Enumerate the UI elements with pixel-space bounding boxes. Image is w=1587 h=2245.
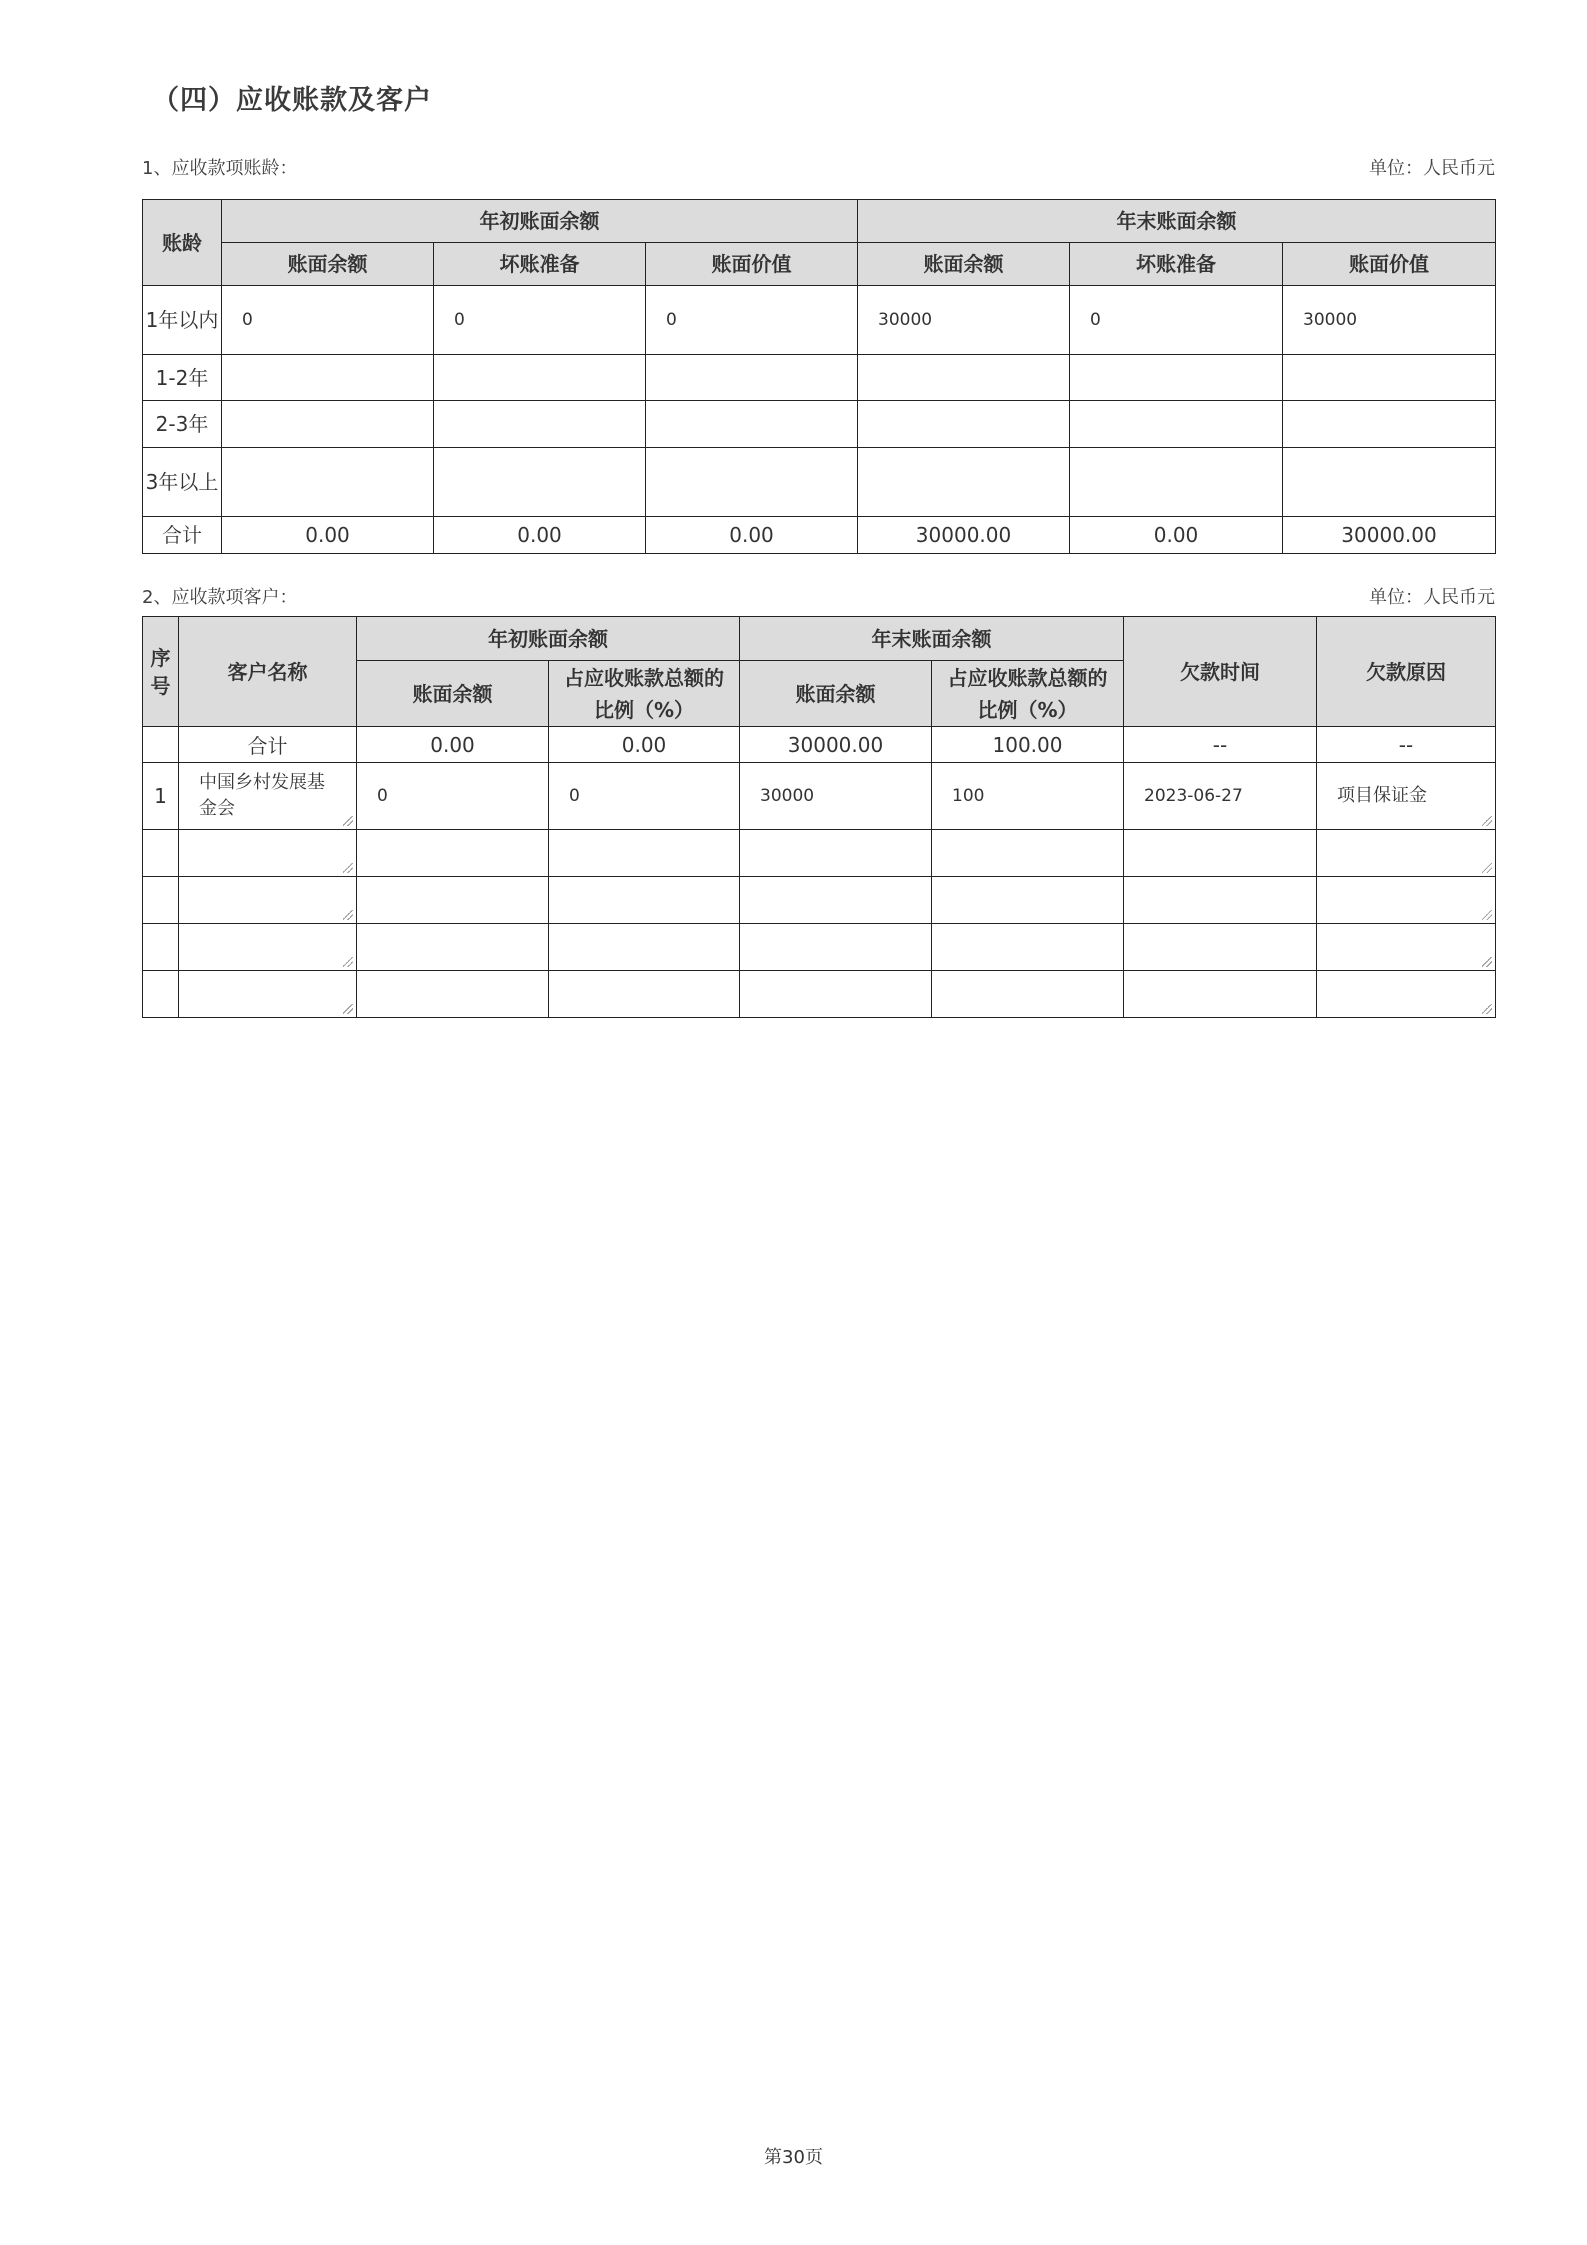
table-cell[interactable] xyxy=(932,830,1124,877)
total-row xyxy=(143,727,1496,763)
sub-header: 账面价值 xyxy=(646,243,858,286)
resize-grip-icon[interactable] xyxy=(1482,1004,1492,1014)
table-row xyxy=(143,286,1496,355)
aging-label: 1年以内 xyxy=(143,286,222,355)
table-cell[interactable] xyxy=(740,877,932,924)
start-balance-group-header: 年初账面余额 xyxy=(357,617,740,661)
table-cell[interactable] xyxy=(549,877,740,924)
table-row xyxy=(143,448,1496,517)
table-cell[interactable]: 2023-06-27 xyxy=(1124,763,1317,830)
end-ratio-header: 占应收账款总额的比例（%） xyxy=(932,661,1124,727)
table-row xyxy=(143,763,1496,830)
reason-textarea[interactable] xyxy=(1317,877,1496,924)
total-cell: 30000.00 xyxy=(1283,517,1496,554)
table-cell[interactable] xyxy=(222,401,434,448)
table-cell[interactable]: 30000 xyxy=(740,763,932,830)
table-cell[interactable]: 0 xyxy=(222,286,434,355)
total-cell: 0.00 xyxy=(646,517,858,554)
table-cell[interactable] xyxy=(1124,971,1317,1018)
resize-grip-icon[interactable] xyxy=(1482,910,1492,920)
table-cell[interactable] xyxy=(222,355,434,401)
customer-table-unit: 单位：人民币元 xyxy=(1369,587,1495,608)
end-balance-header: 账面余额 xyxy=(740,661,932,727)
aging-table-caption: 1、应收款项账龄： xyxy=(142,158,298,179)
table-cell[interactable] xyxy=(1070,355,1283,401)
name-col-header: 客户名称 xyxy=(179,617,357,727)
table-cell[interactable] xyxy=(549,830,740,877)
table-cell[interactable]: 30000 xyxy=(1283,286,1496,355)
reason-textarea[interactable]: 项目保证金 xyxy=(1317,763,1496,830)
resize-grip-icon[interactable] xyxy=(1482,816,1492,826)
aging-label: 2-3年 xyxy=(143,401,222,448)
table-cell[interactable] xyxy=(357,877,549,924)
aging-label: 3年以上 xyxy=(143,448,222,517)
table-cell[interactable]: 30000 xyxy=(858,286,1070,355)
table-cell[interactable] xyxy=(549,924,740,971)
customer-name-textarea[interactable] xyxy=(179,971,357,1018)
aging-col-header: 账龄 xyxy=(143,200,222,286)
table-cell[interactable] xyxy=(932,924,1124,971)
total-cell: 0.00 xyxy=(357,727,549,763)
table-row xyxy=(143,971,1496,1018)
table-cell[interactable] xyxy=(858,355,1070,401)
start-ratio-header: 占应收账款总额的比例（%） xyxy=(549,661,740,727)
table-cell[interactable] xyxy=(646,355,858,401)
table-cell[interactable] xyxy=(222,448,434,517)
index-col-header: 序号 xyxy=(143,617,179,727)
customer-table-caption: 2、应收款项客户： xyxy=(142,587,298,608)
customer-name-textarea[interactable]: 中国乡村发展基金会 xyxy=(179,763,357,830)
table-cell[interactable] xyxy=(1124,924,1317,971)
table-cell[interactable] xyxy=(932,971,1124,1018)
time-col-header: 欠款时间 xyxy=(1124,617,1317,727)
table-cell[interactable] xyxy=(1283,401,1496,448)
table-cell[interactable] xyxy=(1124,830,1317,877)
table-cell[interactable]: 0 xyxy=(357,763,549,830)
table-cell[interactable] xyxy=(1283,355,1496,401)
table-cell[interactable] xyxy=(434,448,646,517)
table-cell[interactable]: 0 xyxy=(1070,286,1283,355)
sub-header: 坏账准备 xyxy=(434,243,646,286)
index-cell: 1 xyxy=(143,763,179,830)
table-cell[interactable] xyxy=(357,924,549,971)
total-label: 合计 xyxy=(143,517,222,554)
table-cell[interactable] xyxy=(858,401,1070,448)
aging-table xyxy=(142,199,1496,554)
total-cell: -- xyxy=(1317,727,1496,763)
table-cell[interactable] xyxy=(357,971,549,1018)
table-cell[interactable] xyxy=(1070,401,1283,448)
aging-label: 1-2年 xyxy=(143,355,222,401)
table-cell[interactable] xyxy=(434,355,646,401)
reason-textarea[interactable] xyxy=(1317,924,1496,971)
start-balance-group-header: 年初账面余额 xyxy=(222,200,858,243)
end-balance-group-header: 年末账面余额 xyxy=(858,200,1496,243)
total-label: 合计 xyxy=(179,727,357,763)
table-cell[interactable] xyxy=(858,448,1070,517)
index-cell xyxy=(143,830,179,877)
aging-table-unit: 单位：人民币元 xyxy=(1369,158,1495,179)
sub-header: 账面余额 xyxy=(222,243,434,286)
resize-grip-icon[interactable] xyxy=(343,816,353,826)
table-cell[interactable] xyxy=(646,448,858,517)
index-cell xyxy=(143,971,179,1018)
total-cell: 0.00 xyxy=(1070,517,1283,554)
resize-grip-icon[interactable] xyxy=(343,910,353,920)
start-balance-header: 账面余额 xyxy=(357,661,549,727)
customer-name-textarea[interactable] xyxy=(179,924,357,971)
table-cell[interactable]: 0 xyxy=(549,763,740,830)
total-cell: 100.00 xyxy=(932,727,1124,763)
sub-header: 账面余额 xyxy=(858,243,1070,286)
table-cell[interactable] xyxy=(1283,448,1496,517)
total-cell: 0.00 xyxy=(222,517,434,554)
table-row xyxy=(143,924,1496,971)
index-cell xyxy=(143,727,179,763)
reason-textarea[interactable] xyxy=(1317,971,1496,1018)
table-cell[interactable] xyxy=(357,830,549,877)
sub-header: 账面价值 xyxy=(1283,243,1496,286)
reason-textarea[interactable] xyxy=(1317,830,1496,877)
customer-table xyxy=(142,616,1496,1018)
table-cell[interactable]: 100 xyxy=(932,763,1124,830)
index-cell xyxy=(143,877,179,924)
resize-grip-icon[interactable] xyxy=(1482,863,1492,873)
table-cell[interactable] xyxy=(932,877,1124,924)
table-cell[interactable] xyxy=(1124,877,1317,924)
table-row xyxy=(143,877,1496,924)
page-number: 第30页 xyxy=(764,2147,823,2168)
resize-grip-icon[interactable] xyxy=(343,863,353,873)
table-cell[interactable] xyxy=(740,830,932,877)
sub-header: 坏账准备 xyxy=(1070,243,1283,286)
total-cell: 30000.00 xyxy=(858,517,1070,554)
total-cell: 0.00 xyxy=(434,517,646,554)
table-row xyxy=(143,355,1496,401)
table-cell[interactable] xyxy=(740,971,932,1018)
customer-name-textarea[interactable] xyxy=(179,830,357,877)
table-cell[interactable] xyxy=(549,971,740,1018)
table-row xyxy=(143,830,1496,877)
aging-header-row-2 xyxy=(143,243,1496,286)
table-cell[interactable]: 0 xyxy=(646,286,858,355)
resize-grip-icon[interactable] xyxy=(343,1004,353,1014)
table-cell[interactable]: 0 xyxy=(434,286,646,355)
section-title: （四）应收账款及客户 xyxy=(152,85,432,116)
table-cell[interactable] xyxy=(434,401,646,448)
customer-name-textarea[interactable] xyxy=(179,877,357,924)
end-balance-group-header: 年末账面余额 xyxy=(740,617,1124,661)
total-cell: 30000.00 xyxy=(740,727,932,763)
resize-grip-icon[interactable] xyxy=(1482,957,1492,967)
table-cell[interactable] xyxy=(646,401,858,448)
reason-col-header: 欠款原因 xyxy=(1317,617,1496,727)
table-cell[interactable] xyxy=(740,924,932,971)
table-row xyxy=(143,401,1496,448)
customer-header-row-1 xyxy=(143,617,1496,661)
aging-header-row-1 xyxy=(143,200,1496,243)
total-row xyxy=(143,517,1496,554)
total-cell: 0.00 xyxy=(549,727,740,763)
table-cell[interactable] xyxy=(1070,448,1283,517)
resize-grip-icon[interactable] xyxy=(343,957,353,967)
total-cell: -- xyxy=(1124,727,1317,763)
index-cell xyxy=(143,924,179,971)
